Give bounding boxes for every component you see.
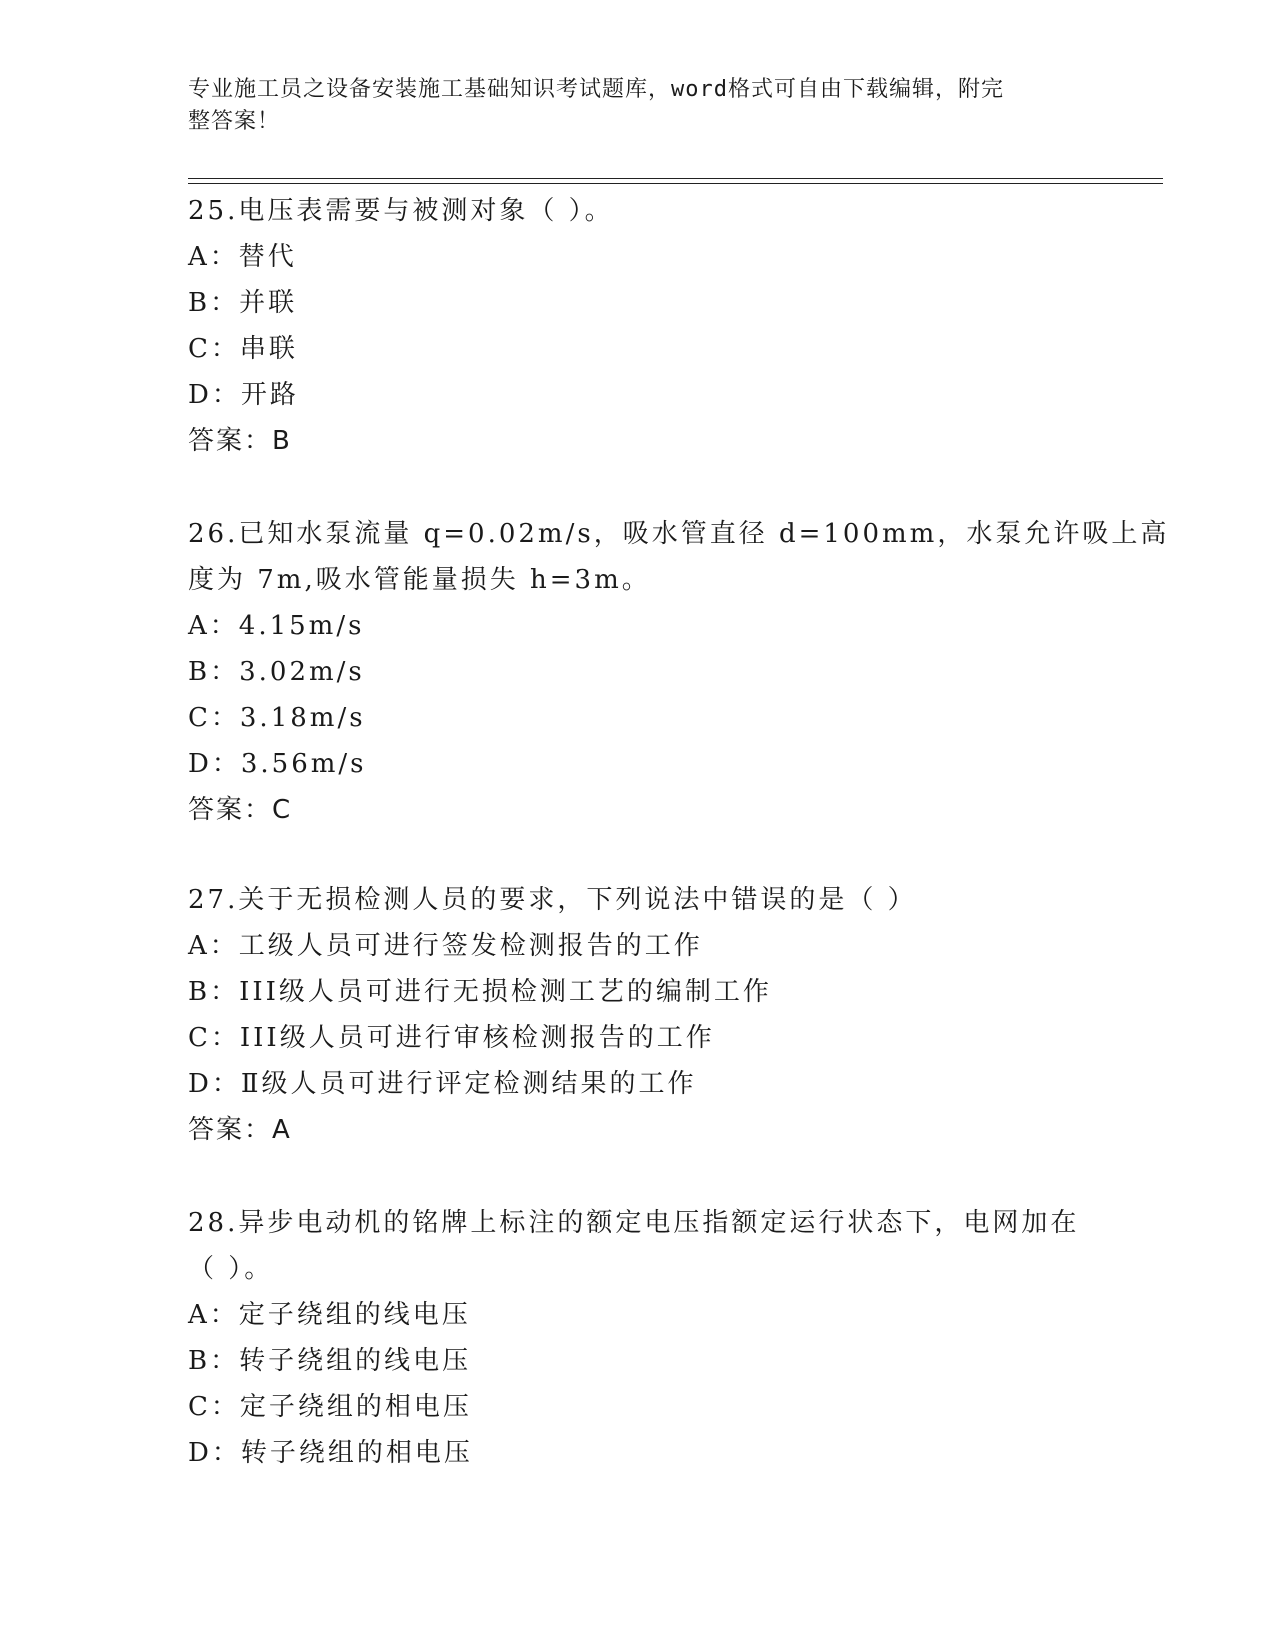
option-d: D：3.56m/s xyxy=(188,749,367,779)
question-26 xyxy=(188,511,1170,833)
option-d: D：Ⅱ级人员可进行评定检测结果的工作 xyxy=(188,1069,697,1099)
option-c: C：串联 xyxy=(188,334,298,364)
question-stem-line: 28.异步电动机的铭牌上标注的额定电压指额定运行状态下，电网加在 xyxy=(188,1208,1080,1238)
option-c: C：3.18m/s xyxy=(188,703,366,733)
option-b: B：并联 xyxy=(188,288,298,318)
option-b: B：3.02m/s xyxy=(188,657,365,687)
option-a: A：工级人员可进行签发检测报告的工作 xyxy=(188,931,703,961)
question-stem-line: （ ）。 xyxy=(188,1254,274,1284)
answer-label: 答案：C xyxy=(188,795,293,825)
option-b: B：转子绕组的线电压 xyxy=(188,1346,472,1376)
question-25 xyxy=(188,188,1088,464)
document-header xyxy=(188,74,1078,138)
question-stem xyxy=(188,188,1088,234)
question-stem xyxy=(188,511,1170,603)
question-stem xyxy=(188,877,1088,923)
option-d: D：开路 xyxy=(188,380,299,410)
question-stem-line: 度为 7m,吸水管能量损失 h=3m。 xyxy=(188,565,651,595)
option-a: A：4.15m/s xyxy=(188,611,365,641)
header-divider-bottom xyxy=(188,183,1163,184)
option-d: D：转子绕组的相电压 xyxy=(188,1438,473,1468)
answer-label: 答案：A xyxy=(188,1115,292,1145)
option-a: A：定子绕组的线电压 xyxy=(188,1300,471,1330)
question-28 xyxy=(188,1200,1088,1476)
header-line-2: 整答案！ xyxy=(188,109,281,134)
question-stem-line: 25.电压表需要与被测对象（ ）。 xyxy=(188,196,614,226)
option-a: A：替代 xyxy=(188,242,297,272)
question-stem-line: 26.已知水泵流量 q=0.02m/s，吸水管直径 d=100mm，水泵允许吸上高 xyxy=(188,519,1170,549)
option-c: C：定子绕组的相电压 xyxy=(188,1392,472,1422)
header-line-1: 专业施工员之设备安装施工基础知识考试题库，word格式可自由下载编辑，附完 xyxy=(188,77,1004,102)
header-divider-top xyxy=(188,178,1163,179)
question-27 xyxy=(188,877,1088,1153)
option-c: C：III级人员可进行审核检测报告的工作 xyxy=(188,1023,715,1053)
question-stem xyxy=(188,1200,1088,1292)
answer-label: 答案：B xyxy=(188,426,292,456)
option-b: B：III级人员可进行无损检测工艺的编制工作 xyxy=(188,977,772,1007)
question-stem-line: 27.关于无损检测人员的要求，下列说法中错误的是（ ） xyxy=(188,885,917,915)
